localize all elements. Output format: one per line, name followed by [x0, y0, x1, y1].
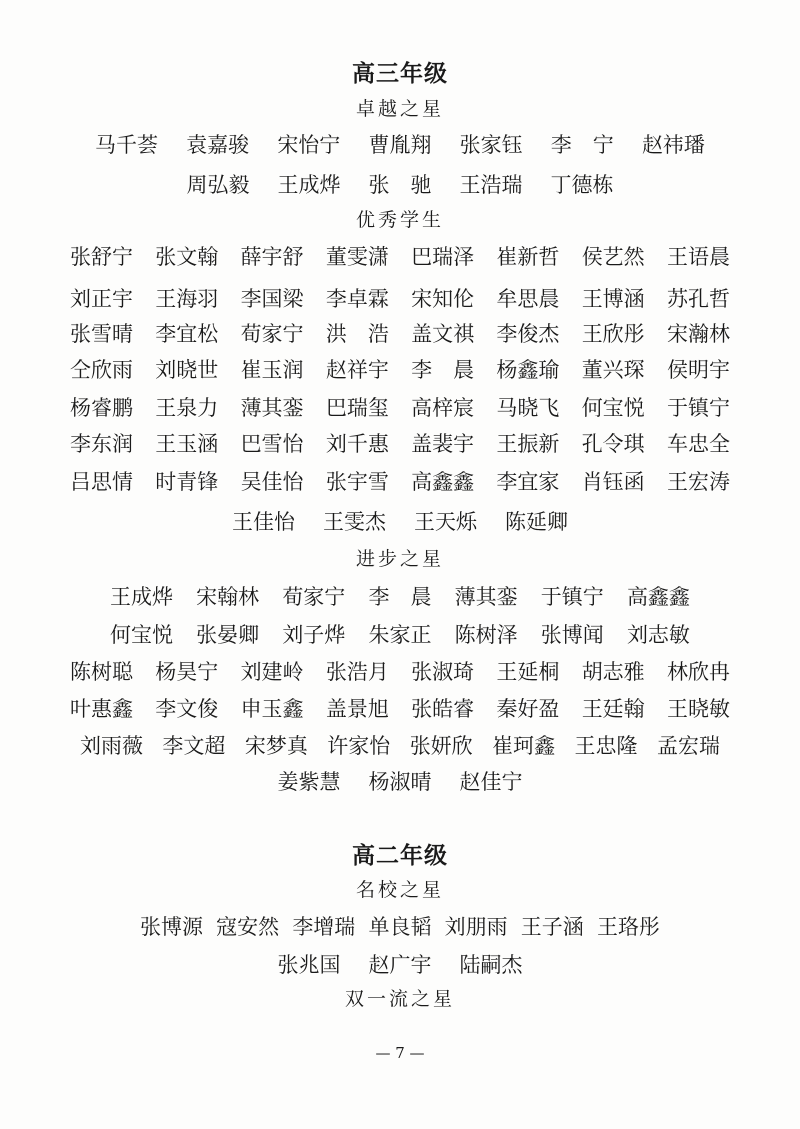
student-name: 张宇雪 — [325, 470, 389, 494]
student-name: 盖景旭 — [325, 697, 389, 721]
student-name: 赵祥宇 — [325, 358, 389, 382]
award-title: 双一流之星 — [344, 987, 455, 1010]
student-name: 崔珂鑫 — [492, 734, 556, 758]
student-name: 张 驰 — [368, 173, 432, 197]
award-heading-double-first-class — [70, 983, 730, 1011]
name-row — [70, 427, 730, 459]
grade-title: 高三年级 — [352, 60, 448, 87]
name-row — [80, 729, 720, 761]
student-name: 张妍欣 — [409, 734, 473, 758]
student-name: 侯艺然 — [581, 245, 645, 269]
student-name: 刘正宇 — [70, 287, 133, 311]
name-row — [95, 128, 705, 160]
student-name: 宋知伦 — [411, 287, 475, 311]
student-name: 王珞彤 — [596, 915, 660, 939]
student-name: 巴瑞泽 — [411, 245, 475, 269]
student-name: 王浩瑞 — [459, 173, 523, 197]
student-name: 王语晨 — [666, 245, 730, 269]
student-name: 董雯潇 — [325, 245, 389, 269]
student-name: 刘建岭 — [240, 660, 304, 684]
student-name: 洪 浩 — [325, 322, 389, 346]
name-row — [70, 391, 730, 423]
student-name: 曹胤翔 — [368, 133, 432, 157]
student-name: 周弘毅 — [186, 173, 250, 197]
award-title: 进步之星 — [355, 547, 444, 570]
student-name: 何宝悦 — [581, 396, 645, 420]
student-name: 张淑琦 — [411, 660, 475, 684]
student-name: 巴雪怡 — [240, 432, 304, 456]
name-row — [70, 505, 730, 537]
student-name: 侯明宇 — [666, 358, 730, 382]
award-title: 卓越之星 — [355, 97, 444, 120]
student-name: 杨睿鹏 — [70, 396, 133, 420]
name-row — [70, 240, 730, 272]
name-row — [70, 465, 730, 497]
student-name: 吴佳怡 — [240, 470, 304, 494]
student-name: 薄其銮 — [240, 396, 304, 420]
name-row — [70, 353, 730, 385]
student-name: 刘朋雨 — [444, 915, 508, 939]
student-name: 刘晓世 — [155, 358, 219, 382]
student-name: 王子涵 — [520, 915, 584, 939]
student-name: 王成烨 — [110, 585, 173, 609]
student-name: 荀家宁 — [240, 322, 304, 346]
award-heading-famous — [70, 874, 730, 902]
name-row — [70, 948, 730, 980]
student-name: 孟宏瑞 — [656, 734, 720, 758]
student-name: 单良韬 — [368, 915, 432, 939]
student-name: 李 宁 — [550, 133, 614, 157]
name-row — [70, 282, 730, 314]
student-name: 张文翰 — [155, 245, 219, 269]
student-name: 牟思晨 — [496, 287, 560, 311]
student-name: 杨鑫瑜 — [496, 358, 560, 382]
student-name: 仝欣雨 — [70, 358, 133, 382]
student-name: 陈树聪 — [70, 660, 133, 684]
name-row — [70, 168, 730, 200]
student-name: 于镇宁 — [666, 396, 730, 420]
student-name: 李宜松 — [155, 322, 219, 346]
student-name: 丁德栋 — [550, 173, 614, 197]
student-name: 时青锋 — [155, 470, 219, 494]
student-name: 宋梦真 — [244, 734, 308, 758]
name-row — [70, 655, 730, 687]
student-name: 张晏卿 — [196, 623, 260, 647]
student-name: 孔令琪 — [581, 432, 645, 456]
student-name: 赵广宇 — [368, 953, 432, 977]
student-name: 李文俊 — [155, 697, 219, 721]
student-name: 崔玉润 — [240, 358, 304, 382]
student-name: 荀家宁 — [282, 585, 346, 609]
student-name: 王晓敏 — [666, 697, 730, 721]
page-number: — 7 — — [375, 1044, 425, 1062]
student-name: 何宝悦 — [110, 623, 173, 647]
student-name: 董兴琛 — [581, 358, 645, 382]
student-name: 高梓宸 — [411, 396, 475, 420]
student-name: 王玉涵 — [155, 432, 219, 456]
student-name: 刘千惠 — [325, 432, 389, 456]
student-name: 张浩月 — [325, 660, 389, 684]
student-name: 李 晨 — [368, 585, 432, 609]
student-name: 张博闻 — [540, 623, 604, 647]
student-name: 张雪晴 — [70, 322, 133, 346]
student-name: 刘子烨 — [282, 623, 346, 647]
student-name: 姜紫慧 — [277, 770, 341, 794]
award-title: 优秀学生 — [355, 208, 444, 231]
grade-title: 高二年级 — [352, 842, 448, 869]
student-name: 秦好盈 — [496, 697, 560, 721]
student-name: 宋怡宁 — [277, 133, 341, 157]
student-name: 刘志敏 — [626, 623, 690, 647]
student-name: 张博源 — [140, 915, 203, 939]
student-name: 王廷翰 — [581, 697, 645, 721]
student-name: 李东润 — [70, 432, 133, 456]
name-row — [110, 580, 690, 612]
student-name: 陆嗣杰 — [459, 953, 523, 977]
student-name: 王延桐 — [496, 660, 560, 684]
name-row — [110, 618, 690, 650]
student-name: 李增瑞 — [292, 915, 356, 939]
student-name: 王雯杰 — [323, 510, 386, 534]
student-name: 李卓霖 — [325, 287, 389, 311]
student-name: 李文超 — [162, 734, 226, 758]
student-name: 赵佳宁 — [459, 770, 523, 794]
student-name: 高鑫鑫 — [626, 585, 690, 609]
student-name: 薛宇舒 — [240, 245, 304, 269]
student-name: 叶惠鑫 — [70, 697, 133, 721]
student-name: 杨昊宁 — [155, 660, 219, 684]
student-name: 胡志雅 — [581, 660, 645, 684]
student-name: 李 晨 — [411, 358, 475, 382]
student-name: 许家怡 — [327, 734, 391, 758]
student-name: 袁嘉骏 — [186, 133, 250, 157]
student-name: 马晓飞 — [496, 396, 560, 420]
student-name: 王天烁 — [414, 510, 477, 534]
student-name: 盖文祺 — [411, 322, 475, 346]
student-name: 刘雨薇 — [80, 734, 143, 758]
name-row — [70, 765, 730, 797]
student-name: 宋瀚林 — [666, 322, 730, 346]
student-name: 吕思情 — [70, 470, 133, 494]
student-name: 王欣彤 — [581, 322, 645, 346]
student-name: 寇安然 — [216, 915, 280, 939]
student-name: 朱家正 — [368, 623, 432, 647]
student-name: 李国梁 — [240, 287, 304, 311]
student-name: 陈延卿 — [505, 510, 568, 534]
student-name: 王佳怡 — [232, 510, 295, 534]
student-name: 杨淑晴 — [368, 770, 432, 794]
award-title: 名校之星 — [355, 878, 444, 901]
student-name: 于镇宁 — [540, 585, 604, 609]
student-name: 李俊杰 — [496, 322, 560, 346]
student-name: 李宜家 — [496, 470, 560, 494]
name-row — [140, 910, 660, 942]
student-name: 申玉鑫 — [240, 697, 304, 721]
student-name: 巴瑞玺 — [325, 396, 389, 420]
award-heading-excellence — [70, 93, 730, 121]
award-heading-outstanding — [70, 204, 730, 232]
student-name: 崔新哲 — [496, 245, 560, 269]
student-name: 王宏涛 — [666, 470, 730, 494]
student-name: 王忠隆 — [574, 734, 638, 758]
student-name: 张家钰 — [459, 133, 523, 157]
student-name: 王泉力 — [155, 396, 219, 420]
student-name: 王海羽 — [155, 287, 219, 311]
student-name: 薄其銮 — [454, 585, 518, 609]
award-heading-progress — [70, 543, 730, 571]
student-name: 张舒宁 — [70, 245, 133, 269]
name-row — [70, 692, 730, 724]
student-name: 苏孔哲 — [666, 287, 730, 311]
name-row — [70, 317, 730, 349]
student-name: 肖钰函 — [581, 470, 645, 494]
student-name: 林欣冉 — [666, 660, 730, 684]
student-name: 王成烨 — [277, 173, 341, 197]
grade-heading-g2 — [70, 838, 730, 868]
student-name: 张兆国 — [277, 953, 341, 977]
student-name: 宋翰林 — [196, 585, 260, 609]
student-name: 王博涵 — [581, 287, 645, 311]
student-name: 王振新 — [496, 432, 560, 456]
student-name: 陈树泽 — [454, 623, 518, 647]
student-name: 高鑫鑫 — [411, 470, 475, 494]
student-name: 张皓睿 — [411, 697, 475, 721]
student-name: 盖裴宇 — [411, 432, 475, 456]
student-name: 赵祎璠 — [641, 133, 705, 157]
student-name: 车忠全 — [666, 432, 730, 456]
grade-heading-g3 — [70, 56, 730, 86]
student-name: 马千荟 — [95, 133, 158, 157]
